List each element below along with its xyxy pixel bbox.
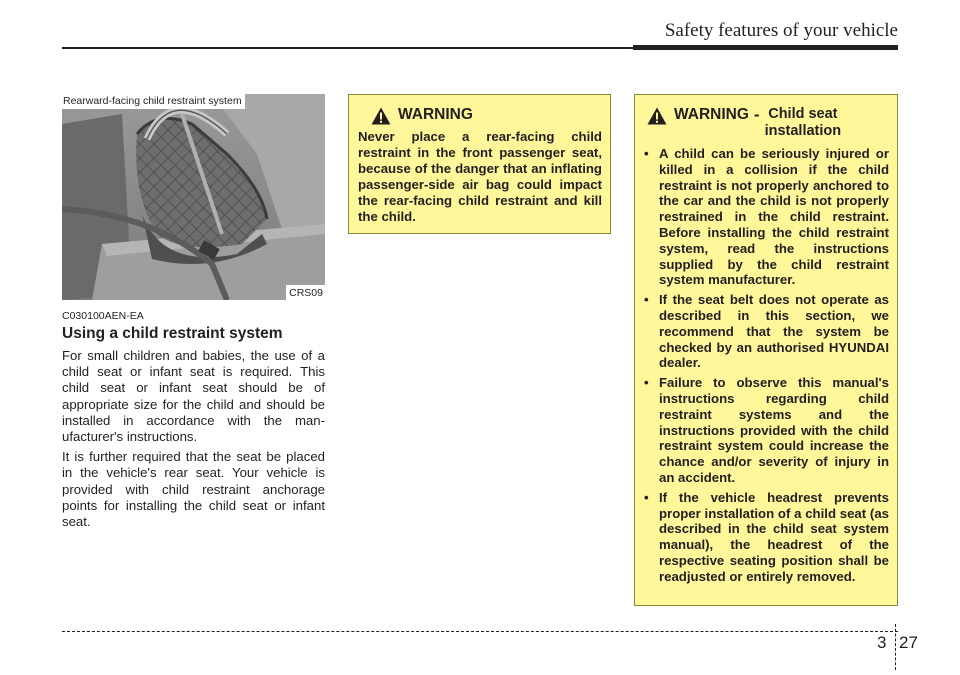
child-seat-figure [62,94,325,300]
warning-label: WARNING [398,106,473,123]
warning-header [371,106,473,125]
page-header-title: Safety features of your vehicle [664,20,898,41]
section-body [62,348,325,534]
warning-subtitle-line: Child seat [768,106,838,122]
bullet: • [644,292,649,308]
warning-list-item [643,375,889,486]
warning-text: Never place a rear-facing child restraint in the front passenger seat, because of the danger that an inflating passenger-side air bag could impact the rear-facing child restraint and kill the child. [358,129,602,225]
section-code: C030100AEN-EA [62,310,144,322]
body-paragraph: For small children and babies, the use of a child seat or infant seat is required. This child seat or infant seat should be of appropriate size for the child and should be installed in accordance with the man-ufacturer's instructions. [62,348,325,445]
warning-box-child-seat-installation [634,94,898,606]
warning-list-item [643,490,889,585]
warning-label: WARNING [674,106,749,123]
warning-list [643,146,889,589]
warning-item-text: Failure to observe this manual's instructions regarding child restraint systems and the instructions provided with the child restraint system could increase the chance and/or severity of injury in an accident. [659,375,889,485]
warning-triangle-icon [371,107,391,125]
warning-subtitle [765,106,842,140]
warning-header [647,106,841,140]
chapter-number: 3 [877,633,887,652]
bullet: • [644,146,649,161]
warning-triangle-icon [647,107,667,125]
warning-subtitle-line: installation [764,123,842,139]
child-seat-illustration [62,94,325,300]
warning-dash: - [753,105,760,124]
figure-code: CRS09 [286,285,325,300]
warning-item-text: If the vehicle headrest prevents proper installation of a child seat (as described in the child seat system manual), the headrest of the respective seating position shall be readjusted or entirely removed. [659,489,889,584]
body-paragraph: It is further required that the seat be placed in the vehicle's rear seat. Your vehicle is provided with child restraint anchorage points for installing the child seat or infant seat. [62,449,325,530]
header-rule-accent [633,45,898,50]
bullet: • [644,375,649,391]
warning-box-airbag [348,94,611,234]
warning-list-item [643,292,889,371]
page-number: 27 [899,633,918,652]
warning-item-text: If the seat belt does not operate as described in this section, we recommend that the system be checked by an authorised HYUNDAI dealer. [659,292,889,371]
warning-list-item [643,146,889,288]
figure-caption: Rearward-facing child restraint system [62,94,245,109]
warning-item-text: A child can be seriously injured or killed in a collision if the child restraint is not properly anchored to the car and the child is not properly restrained in the child restraint. Before installing the child restraint system, read the instructions supplied by the child restraint system manufacturer. [659,146,889,288]
bullet: • [644,489,649,505]
footer-rule [62,631,898,632]
section-heading: Using a child restraint system [62,325,283,342]
footer-divider [895,624,896,670]
